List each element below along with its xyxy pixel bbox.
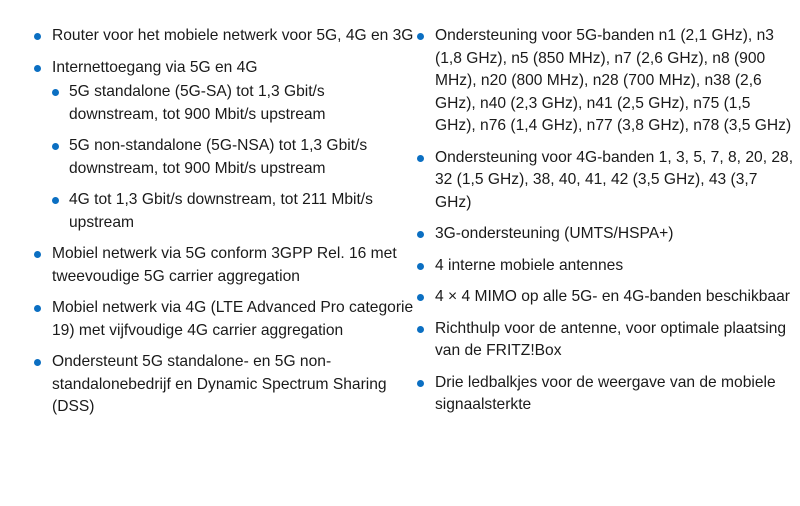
bullet-icon	[417, 326, 424, 333]
list-item	[34, 57, 414, 235]
sublist-item-text: 5G non-standalone (5G-NSA) tot 1,3 Gbit/s downstream, tot 900 Mbit/s upstream	[69, 137, 368, 177]
left-feature-column	[34, 25, 414, 428]
bullet-icon	[417, 380, 424, 387]
sublist-item	[52, 135, 414, 180]
list-item	[417, 286, 795, 309]
bullet-icon	[34, 359, 41, 366]
bullet-icon	[34, 305, 41, 312]
bullet-icon	[417, 33, 424, 40]
list-item-text: Ondersteuning voor 5G-banden n1 (2,1 GHz), n3 (1,8 GHz), n5 (850 MHz), n7 (2,6 GHz), n8 (900 MHz), n20 (800 MHz), n28 (700 MHz), n38 (2,6 GHz), n40 (2,3 GHz), n41 (2,5 GHz), n75 (1,5 GHz), n76 (1,4 GHz), n77 (3,8 GHz), n78 (3,5 GHz)	[435, 27, 792, 134]
list-item	[417, 255, 795, 278]
sublist	[52, 81, 414, 234]
sublist-item	[52, 81, 414, 126]
list-item	[34, 297, 414, 342]
list-item	[34, 25, 414, 48]
sublist-item-text: 4G tot 1,3 Gbit/s downstream, tot 211 Mbit/s upstream	[69, 191, 373, 231]
list-item-text: 3G-ondersteuning (UMTS/HSPA+)	[435, 225, 674, 242]
bullet-icon	[52, 143, 59, 150]
list-item-text: Ondersteuning voor 4G-banden 1, 3, 5, 7, 8, 20, 28, 32 (1,5 GHz), 38, 40, 41, 42 (3,5 GHz), 43 (3,7 GHz)	[435, 148, 794, 211]
bullet-icon	[417, 231, 424, 238]
list-item-text: Richthulp voor de antenne, voor optimale plaatsing van de FRITZ!Box	[435, 319, 787, 359]
bullet-icon	[417, 263, 424, 270]
list-item-text: Mobiel netwerk via 5G conform 3GPP Rel. 16 met tweevoudige 5G carrier aggregation	[52, 245, 397, 285]
list-item-text: Internettoegang via 5G en 4G	[52, 58, 258, 76]
list-item-text: Mobiel netwerk via 4G (LTE Advanced Pro categorie 19) met vijfvoudige 4G carrier aggregation	[52, 299, 414, 339]
list-item	[417, 147, 795, 215]
bullet-icon	[34, 251, 41, 258]
bullet-icon	[34, 33, 41, 40]
right-feature-list	[417, 25, 795, 417]
list-item-text: 4 interne mobiele antennes	[435, 256, 624, 274]
list-item-text: 4 × 4 MIMO op alle 5G- en 4G-banden beschikbaar	[435, 288, 790, 305]
list-item	[417, 318, 795, 363]
right-feature-column	[417, 25, 795, 426]
left-feature-list	[34, 25, 414, 419]
list-item-text: Router voor het mobiele netwerk voor 5G, 4G en 3G	[52, 27, 414, 44]
bullet-icon	[417, 155, 424, 162]
sublist-item	[52, 189, 414, 234]
list-item	[34, 351, 414, 419]
list-item-text: Ondersteunt 5G standalone- en 5G non-standalonebedrijf en Dynamic Spectrum Sharing (DSS)	[52, 353, 387, 415]
bullet-icon	[52, 197, 59, 204]
list-item	[34, 243, 414, 288]
list-item	[417, 25, 795, 138]
list-item	[417, 223, 795, 246]
bullet-icon	[52, 89, 59, 96]
sublist-item-text: 5G standalone (5G-SA) tot 1,3 Gbit/s downstream, tot 900 Mbit/s upstream	[69, 83, 326, 123]
bullet-icon	[417, 294, 424, 301]
list-item-text: Drie ledbalkjes voor de weergave van de mobiele signaalsterkte	[435, 373, 776, 413]
bullet-icon	[34, 65, 41, 72]
list-item	[417, 372, 795, 417]
